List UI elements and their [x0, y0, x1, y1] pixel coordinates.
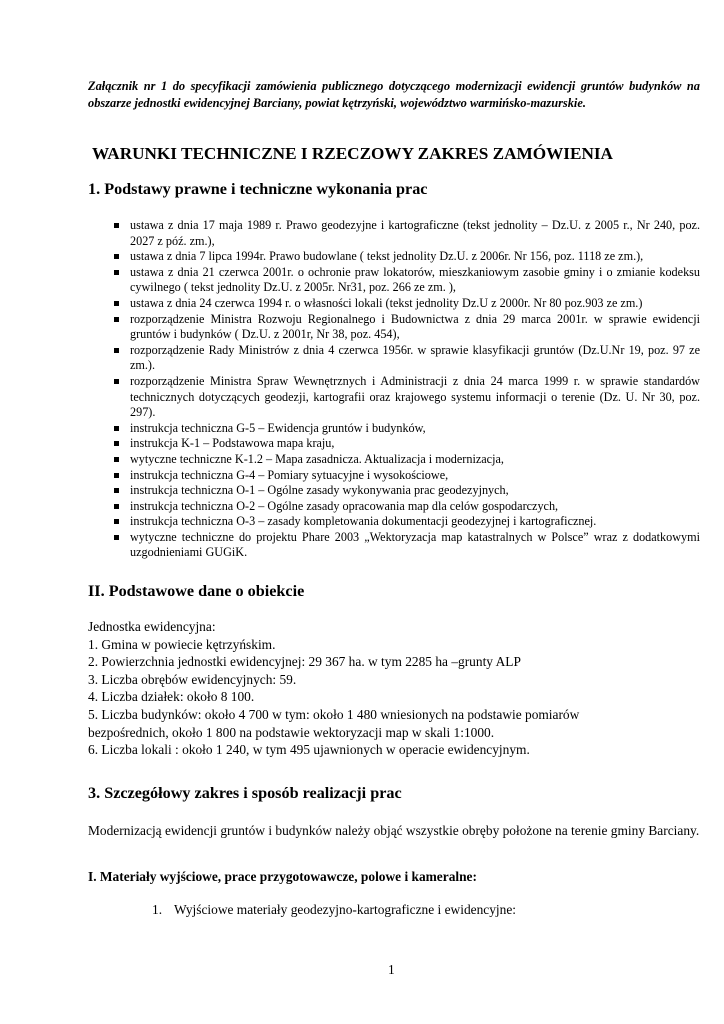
- list-item: rozporządzenie Rady Ministrów z dnia 4 czerwca 1956r. w sprawie klasyfikacji gruntów (Dz.U.Nr 19, poz. 97 ze zm.).: [88, 343, 700, 374]
- bullet-icon: [114, 223, 119, 228]
- bullet-icon: [114, 301, 119, 306]
- legal-basis-list: [88, 218, 700, 561]
- list-item: ustawa z dnia 17 maja 1989 r. Prawo geodezyjne i kartograficzne (tekst jednolity – Dz.U. z 2005 r., Nr 240, poz. 2027 z póź. zm.),: [88, 218, 700, 249]
- bullet-icon: [114, 519, 119, 524]
- bullet-icon: [114, 457, 119, 462]
- bullet-icon: [114, 504, 119, 509]
- list-item: ustawa z dnia 21 czerwca 2001r. o ochronie praw lokatorów, mieszkaniowym zasobie gminy i o zmianie kodeksu cywilnego ( tekst jednolity Dz.U. z 2005r. Nr31, poz. 266 ze zm. ),: [88, 265, 700, 296]
- fact-line: 6. Liczba lokali : około 1 240, w tym 495 ujawnionych w operacie ewidencyjnym.: [88, 742, 530, 758]
- bullet-icon: [114, 254, 119, 259]
- list-item: wytyczne techniczne K-1.2 – Mapa zasadnicza. Aktualizacja i modernizacja,: [88, 452, 700, 468]
- bullet-icon: [114, 426, 119, 431]
- list-item: instrukcja techniczna G-5 – Ewidencja gruntów i budynków,: [88, 421, 700, 437]
- document-title: WARUNKI TECHNICZNE I RZECZOWY ZAKRES ZAMÓWIENIA: [92, 144, 613, 163]
- item-text: Wyjściowe materiały geodezyjno-kartograficzne i ewidencyjne:: [174, 902, 516, 917]
- bullet-icon: [114, 379, 119, 384]
- fact-line: 3. Liczba obrębów ewidencyjnych: 59.: [88, 671, 297, 687]
- fact-line: bezpośrednich, około 1 800 na podstawie wektoryzacji map w skali 1:1000.: [88, 724, 495, 740]
- bullet-icon: [114, 348, 119, 353]
- bullet-icon: [114, 488, 119, 493]
- list-item: instrukcja techniczna O-2 – Ogólne zasady opracowania map dla celów gospodarczych,: [88, 499, 700, 515]
- section-2-heading: II. Podstawowe dane o obiekcie: [88, 582, 305, 600]
- list-item: wytyczne techniczne do projektu Phare 2003 „Wektoryzacja map katastralnych w Polsce” wraz z dodatkowymi uzgodnieniami GUGiK.: [88, 530, 700, 561]
- list-item: instrukcja K-1 – Podstawowa mapa kraju,: [88, 436, 700, 452]
- list-item: rozporządzenie Ministra Rozwoju Regionalnego i Budownictwa z dnia 29 marca 2001r. w sprawie ewidencji gruntów i budynków ( Dz.U. z 2001r, Nr 38, poz. 454),: [88, 312, 700, 343]
- item-number: 1.: [152, 902, 163, 917]
- fact-line: 2. Powierzchnia jednostki ewidencyjnej: 29 367 ha. w tym 2285 ha –grunty ALP: [88, 654, 521, 670]
- section-3-heading: 3. Szczegółowy zakres i sposób realizacji prac: [88, 784, 402, 802]
- list-item: ustawa z dnia 24 czerwca 1994 r. o własności lokali (tekst jednolity Dz.U z 2000r. Nr 80 poz.903 ze zm.): [88, 296, 700, 312]
- object-facts: [88, 618, 700, 759]
- list-item: instrukcja techniczna O-3 – zasady kompletowania dokumentacji geodezyjnej i kartograficznej.: [88, 514, 700, 530]
- bullet-icon: [114, 473, 119, 478]
- list-item: ustawa z dnia 7 lipca 1994r. Prawo budowlane ( tekst jednolity Dz.U. z 2006r. Nr 156, poz. 1118 ze zm.),: [88, 249, 700, 265]
- bullet-icon: [114, 441, 119, 446]
- section-1-heading: 1. Podstawy prawne i techniczne wykonania prac: [88, 180, 428, 198]
- list-item: instrukcja techniczna O-1 – Ogólne zasady wykonywania prac geodezyjnych,: [88, 483, 700, 499]
- bullet-icon: [114, 535, 119, 540]
- page-number: 1: [388, 962, 395, 977]
- fact-line: 5. Liczba budynków: około 4 700 w tym: około 1 480 wniesionych na podstawie pomiarów: [88, 706, 580, 722]
- annex-header: Załącznik nr 1 do specyfikacji zamówienia publicznego dotyczącego modernizacji ewidencji gruntów budynków na obszarze jednostki ewidencyjnej Barciany, powiat kętrzyński, województwo warmińsko-mazurskie.: [88, 79, 700, 110]
- fact-line: 1. Gmina w powiecie kętrzyńskim.: [88, 636, 276, 652]
- numbered-item: [152, 902, 516, 918]
- list-item: rozporządzenie Ministra Spraw Wewnętrznych i Administracji z dnia 24 marca 1999 r. w sprawie standardów technicznych dotyczących geodezji, kartografii oraz krajowego systemu informacji o terenie (Dz. U. Nr 30, poz. 297).: [88, 374, 700, 421]
- bullet-icon: [114, 317, 119, 322]
- bullet-icon: [114, 270, 119, 275]
- list-item: instrukcja techniczna G-4 – Pomiary sytuacyjne i wysokościowe,: [88, 468, 700, 484]
- fact-line: Jednostka ewidencyjna:: [88, 619, 216, 634]
- fact-line: 4. Liczba działek: około 8 100.: [88, 689, 255, 705]
- subsection-heading: I. Materiały wyjściowe, prace przygotowawcze, polowe i kameralne:: [88, 869, 477, 884]
- scope-paragraph: Modernizacją ewidencji gruntów i budynków należy objąć wszystkie obręby położone na terenie gminy Barciany.: [88, 823, 700, 838]
